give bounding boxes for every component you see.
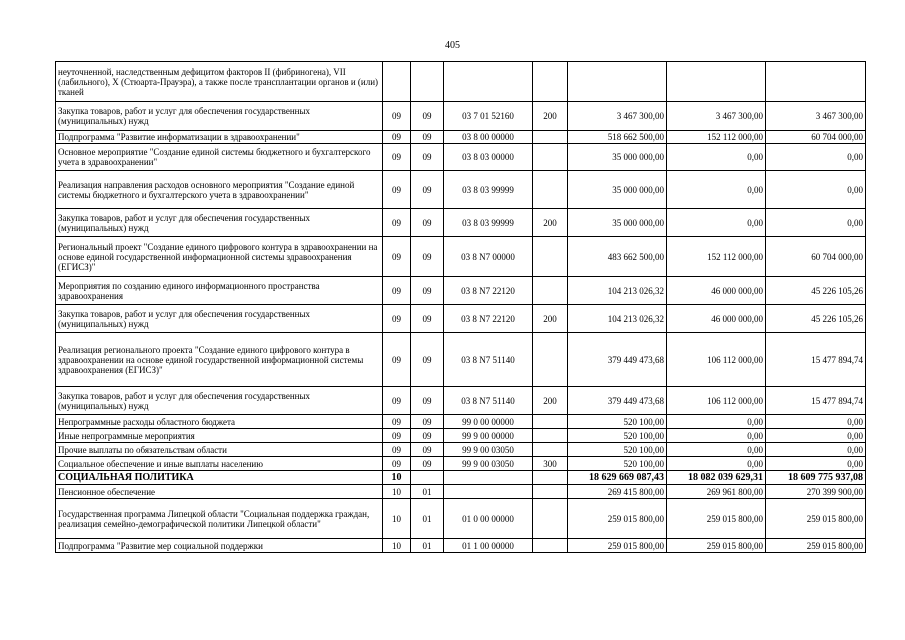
cell-target-code: 01 0 00 00000 [444,499,533,539]
cell-amount-year2: 0,00 [667,209,766,237]
table-row [56,209,866,237]
cell-amount-year1: 259 015 800,00 [568,539,667,553]
cell-amount-year1: 520 100,00 [568,415,667,429]
table-row [56,171,866,209]
cell-expense-type: 200 [533,102,568,131]
cell-name: неуточненной, наследственным дефицитом факторов II (фибриногена), VII (лабильного), X (Стюарта-Прауэра), а также после трансплантации органов и (или) тканей [56,62,383,102]
cell-subsection: 09 [411,209,444,237]
cell-expense-type: 300 [533,457,568,471]
cell-amount-year2: 152 112 000,00 [667,237,766,277]
cell-amount-year1 [568,62,667,102]
table-row [56,443,866,457]
cell-section: 09 [383,415,411,429]
cell-expense-type: 200 [533,387,568,415]
cell-target-code [444,471,533,485]
cell-target-code: 03 8 N7 22120 [444,305,533,333]
cell-amount-year1: 3 467 300,00 [568,102,667,131]
cell-subsection: 09 [411,333,444,387]
cell-expense-type [533,62,568,102]
page-number: 405 [445,40,460,51]
cell-subsection: 09 [411,237,444,277]
cell-amount-year2: 152 112 000,00 [667,131,766,144]
cell-subsection: 09 [411,171,444,209]
cell-amount-year1: 518 662 500,00 [568,131,667,144]
cell-subsection: 09 [411,305,444,333]
cell-amount-year3: 0,00 [766,443,866,457]
table-row [56,429,866,443]
cell-expense-type [533,485,568,499]
table-row [56,333,866,387]
cell-amount-year2: 106 112 000,00 [667,333,766,387]
cell-section: 09 [383,333,411,387]
cell-amount-year3: 270 399 900,00 [766,485,866,499]
cell-amount-year1: 379 449 473,68 [568,333,667,387]
cell-section: 09 [383,131,411,144]
cell-section: 10 [383,471,411,485]
budget-table [55,61,866,553]
cell-amount-year3: 15 477 894,74 [766,333,866,387]
table-row [56,237,866,277]
table-row [56,305,866,333]
cell-name: Закупка товаров, работ и услуг для обеспечения государственных (муниципальных) нужд [56,102,383,131]
cell-amount-year3: 259 015 800,00 [766,499,866,539]
cell-amount-year2: 0,00 [667,457,766,471]
cell-name: Закупка товаров, работ и услуг для обеспечения государственных (муниципальных) нужд [56,305,383,333]
table-row [56,485,866,499]
budget-table-body [56,62,866,553]
cell-subsection: 09 [411,387,444,415]
table-row [56,102,866,131]
cell-expense-type [533,171,568,209]
cell-amount-year2: 259 015 800,00 [667,539,766,553]
cell-amount-year3: 0,00 [766,457,866,471]
cell-subsection: 09 [411,429,444,443]
cell-target-code [444,485,533,499]
cell-name: СОЦИАЛЬНАЯ ПОЛИТИКА [56,471,383,485]
table-row [56,144,866,171]
cell-subsection [411,471,444,485]
cell-name: Закупка товаров, работ и услуг для обеспечения государственных (муниципальных) нужд [56,209,383,237]
cell-amount-year2 [667,62,766,102]
cell-section: 09 [383,209,411,237]
cell-amount-year3: 15 477 894,74 [766,387,866,415]
cell-subsection [411,62,444,102]
table-row [56,387,866,415]
cell-subsection: 09 [411,102,444,131]
cell-name: Мероприятия по созданию единого информационного пространства здравоохранения [56,277,383,305]
cell-expense-type [533,539,568,553]
cell-amount-year2: 3 467 300,00 [667,102,766,131]
cell-section: 10 [383,539,411,553]
cell-target-code: 03 8 00 00000 [444,131,533,144]
cell-amount-year3: 0,00 [766,429,866,443]
cell-target-code: 03 8 03 00000 [444,144,533,171]
cell-section: 09 [383,102,411,131]
cell-subsection: 09 [411,131,444,144]
cell-amount-year1: 379 449 473,68 [568,387,667,415]
cell-target-code: 99 9 00 00000 [444,429,533,443]
cell-section: 09 [383,387,411,415]
cell-name: Региональный проект "Создание единого цифрового контура в здравоохранении на основе единой государственной информационной системы здравоохранения (ЕГИСЗ)" [56,237,383,277]
cell-amount-year3: 60 704 000,00 [766,131,866,144]
cell-amount-year3: 0,00 [766,415,866,429]
cell-expense-type [533,333,568,387]
cell-amount-year2: 269 961 800,00 [667,485,766,499]
cell-subsection: 09 [411,457,444,471]
cell-subsection: 09 [411,443,444,457]
cell-amount-year2: 0,00 [667,144,766,171]
cell-subsection: 09 [411,144,444,171]
cell-amount-year2: 0,00 [667,443,766,457]
cell-amount-year2: 46 000 000,00 [667,305,766,333]
cell-expense-type [533,144,568,171]
cell-target-code: 03 8 03 99999 [444,209,533,237]
cell-subsection: 09 [411,277,444,305]
cell-amount-year3: 0,00 [766,209,866,237]
cell-amount-year2: 106 112 000,00 [667,387,766,415]
cell-amount-year3: 60 704 000,00 [766,237,866,277]
cell-name: Иные непрограммные мероприятия [56,429,383,443]
cell-expense-type [533,471,568,485]
cell-expense-type [533,237,568,277]
cell-amount-year3: 3 467 300,00 [766,102,866,131]
cell-target-code: 99 0 00 00000 [444,415,533,429]
cell-section: 09 [383,237,411,277]
cell-target-code: 03 8 N7 51140 [444,333,533,387]
table-row [56,539,866,553]
cell-name: Пенсионное обеспечение [56,485,383,499]
cell-expense-type: 200 [533,209,568,237]
cell-target-code: 03 8 N7 00000 [444,237,533,277]
cell-amount-year3: 259 015 800,00 [766,539,866,553]
cell-section: 09 [383,171,411,209]
cell-section: 10 [383,499,411,539]
cell-expense-type [533,415,568,429]
cell-section: 09 [383,277,411,305]
cell-target-code: 99 9 00 03050 [444,457,533,471]
table-row [56,457,866,471]
cell-name: Социальное обеспечение и иные выплаты населению [56,457,383,471]
table-row [56,62,866,102]
table-row [56,499,866,539]
cell-name: Реализация регионального проекта "Создание единого цифрового контура в здравоохранении на основе единой государственной информационной системы здравоохранения (ЕГИСЗ)" [56,333,383,387]
cell-section [383,62,411,102]
cell-amount-year3: 45 226 105,26 [766,305,866,333]
cell-amount-year2: 0,00 [667,171,766,209]
cell-subsection: 01 [411,539,444,553]
cell-amount-year1: 259 015 800,00 [568,499,667,539]
cell-amount-year2: 46 000 000,00 [667,277,766,305]
cell-amount-year3: 0,00 [766,171,866,209]
cell-amount-year1: 520 100,00 [568,429,667,443]
cell-section: 10 [383,485,411,499]
cell-amount-year1: 18 629 669 087,43 [568,471,667,485]
cell-expense-type [533,277,568,305]
table-row [56,131,866,144]
cell-amount-year2: 18 082 039 629,31 [667,471,766,485]
cell-section: 09 [383,144,411,171]
cell-target-code: 01 1 00 00000 [444,539,533,553]
cell-amount-year3 [766,62,866,102]
cell-amount-year2: 259 015 800,00 [667,499,766,539]
cell-amount-year1: 35 000 000,00 [568,209,667,237]
cell-amount-year2: 0,00 [667,415,766,429]
cell-subsection: 09 [411,415,444,429]
cell-name: Закупка товаров, работ и услуг для обеспечения государственных (муниципальных) нужд [56,387,383,415]
cell-amount-year1: 520 100,00 [568,443,667,457]
cell-target-code [444,62,533,102]
cell-expense-type: 200 [533,305,568,333]
cell-amount-year3: 18 609 775 937,08 [766,471,866,485]
cell-amount-year1: 104 213 026,32 [568,305,667,333]
cell-amount-year3: 45 226 105,26 [766,277,866,305]
cell-section: 09 [383,429,411,443]
cell-amount-year3: 0,00 [766,144,866,171]
cell-amount-year1: 269 415 800,00 [568,485,667,499]
cell-target-code: 03 8 03 99999 [444,171,533,209]
cell-target-code: 03 7 01 52160 [444,102,533,131]
cell-name: Реализация направления расходов основного мероприятия "Создание единой системы бюджетного и бухгалтерского учета в здравоохранении" [56,171,383,209]
cell-amount-year1: 35 000 000,00 [568,171,667,209]
cell-expense-type [533,131,568,144]
cell-target-code: 99 9 00 03050 [444,443,533,457]
cell-name: Непрограммные расходы областного бюджета [56,415,383,429]
cell-name: Подпрограмма "Развитие мер социальной поддержки [56,539,383,553]
cell-expense-type [533,499,568,539]
cell-target-code: 03 8 N7 51140 [444,387,533,415]
table-row [56,415,866,429]
cell-target-code: 03 8 N7 22120 [444,277,533,305]
cell-section: 09 [383,457,411,471]
cell-name: Основное мероприятие "Создание единой системы бюджетного и бухгалтерского учета в здравоохранении" [56,144,383,171]
cell-amount-year1: 104 213 026,32 [568,277,667,305]
cell-name: Подпрограмма "Развитие информатизации в здравоохранении" [56,131,383,144]
cell-expense-type [533,429,568,443]
cell-amount-year1: 35 000 000,00 [568,144,667,171]
cell-subsection: 01 [411,499,444,539]
cell-amount-year1: 520 100,00 [568,457,667,471]
cell-section: 09 [383,305,411,333]
cell-amount-year1: 483 662 500,00 [568,237,667,277]
cell-subsection: 01 [411,485,444,499]
table-row [56,471,866,485]
cell-section: 09 [383,443,411,457]
table-row [56,277,866,305]
cell-name: Прочие выплаты по обязательствам области [56,443,383,457]
cell-name: Государственная программа Липецкой области "Социальная поддержка граждан, реализация семейно-демографической политики Липецкой области" [56,499,383,539]
cell-amount-year2: 0,00 [667,429,766,443]
cell-expense-type [533,443,568,457]
